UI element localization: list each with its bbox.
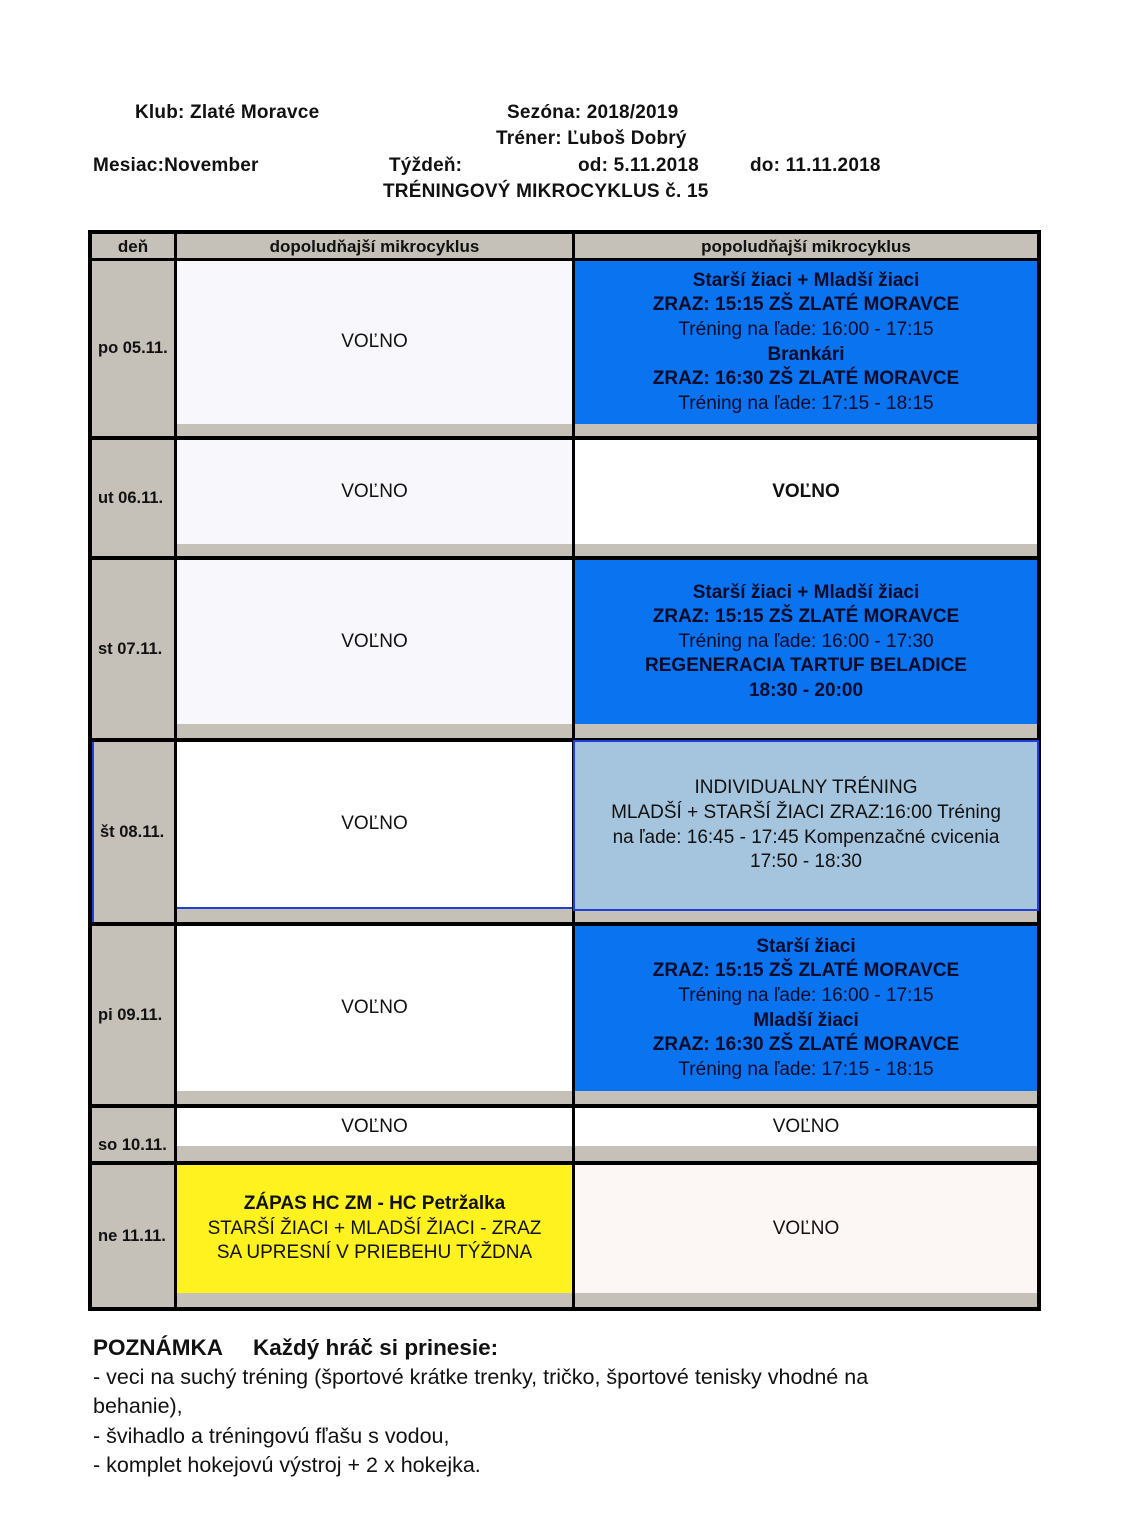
cell-line: Starší žiaci + Mladší žiaci (692, 269, 920, 291)
cell-line: Tréning na ľade: 17:15 - 18:15 (678, 392, 934, 414)
day-label: št 08.11. (92, 742, 174, 922)
morning-cell (177, 440, 572, 544)
row-spacer (177, 724, 572, 738)
afternoon-cell (573, 740, 1039, 911)
cell-line: Starší žiaci (756, 935, 856, 957)
cell-line: Mladší žiaci (753, 1009, 859, 1031)
cell-line: 18:30 - 20:00 (748, 679, 864, 701)
morning-cell (177, 1108, 572, 1146)
cell-line: MLADŠÍ + STARŠÍ ŽIACI ZRAZ:16:00 Tréning (611, 801, 1001, 823)
cell-line: VOĽNO (341, 813, 408, 835)
cell-line: VOĽNO (772, 1217, 840, 1239)
note-line: - švihadlo a tréningovú fľašu s vodou, (93, 1423, 450, 1448)
day-label: ut 06.11. (92, 440, 174, 556)
date-to: do: 11.11.2018 (750, 155, 881, 176)
afternoon-cell (575, 926, 1037, 1091)
row-spacer (575, 1146, 1037, 1161)
column-header-day: deň (92, 234, 174, 258)
afternoon-cell (575, 440, 1037, 544)
afternoon-cell (575, 261, 1037, 424)
note-line: - komplet hokejovú výstroj + 2 x hokejka. (93, 1453, 481, 1477)
cell-line: VOĽNO (772, 480, 840, 502)
day-label: ne 11.11. (92, 1165, 174, 1307)
cell-line: VOĽNO (341, 630, 408, 652)
morning-cell (177, 926, 572, 1091)
day-label: so 10.11. (92, 1108, 174, 1161)
note-heading: Každý hráč si prinesie: (253, 1335, 499, 1360)
afternoon-cell (575, 560, 1037, 724)
row-spacer (177, 909, 572, 922)
cell-line: ZRAZ: 15:15 ZŠ ZLATÉ MORAVCE (652, 294, 960, 316)
afternoon-cell (575, 1165, 1037, 1293)
row-spacer (575, 424, 1037, 436)
cell-line: VOĽNO (341, 1115, 408, 1137)
row-spacer (575, 1091, 1037, 1104)
cell-line: Tréning na ľade: 16:00 - 17:30 (678, 630, 934, 652)
morning-cell (177, 261, 572, 424)
club-label: Klub: Zlaté Moravce (135, 102, 320, 123)
note-line: behanie), (93, 1394, 183, 1418)
cell-line: ZÁPAS HC ZM - HC Petržalka (243, 1193, 506, 1214)
column-header-afternoon: popoludňajší mikrocyklus (575, 234, 1037, 258)
cell-line: REGENERACIA TARTUF BELADICE (645, 655, 967, 677)
row-spacer (177, 1146, 572, 1161)
day-label: pi 09.11. (92, 926, 174, 1104)
row-spacer (177, 424, 572, 436)
morning-cell (177, 1165, 572, 1293)
cell-line: na ľade: 16:45 - 17:45 Kompenzačné cvicenia (612, 826, 1000, 848)
morning-cell (177, 742, 572, 909)
day-label: st 07.11. (92, 560, 174, 738)
cell-line: SA UPRESNÍ V PRIEBEHU TÝŽDNA (216, 1242, 533, 1264)
row-spacer (575, 724, 1037, 738)
row-spacer (177, 1091, 572, 1104)
morning-cell (177, 560, 572, 724)
cell-line: Tréning na ľade: 16:00 - 17:15 (678, 984, 934, 1006)
page-title: TRÉNINGOVÝ MIKROCYKLUS č. 15 (383, 181, 709, 202)
cell-line: VOĽNO (341, 331, 408, 353)
row-spacer (177, 544, 572, 556)
cell-line: STARŠÍ ŽIACI + MLADŠÍ ŽIACI - ZRAZ (207, 1217, 542, 1239)
cell-line: INDIVIDUALNY TRÉNING (694, 777, 918, 799)
cell-line: ZRAZ: 16:30 ZŠ ZLATÉ MORAVCE (652, 368, 960, 390)
week-label: Týždeň: (389, 155, 463, 176)
cell-line: ZRAZ: 15:15 ZŠ ZLATÉ MORAVCE (652, 606, 960, 628)
row-spacer (575, 1293, 1037, 1307)
cell-line: VOĽNO (772, 1115, 840, 1137)
coach-label: Tréner: Ľuboš Dobrý (496, 128, 687, 149)
afternoon-cell (575, 1108, 1037, 1146)
season-label: Sezóna: 2018/2019 (507, 102, 679, 123)
day-label: po 05.11. (92, 261, 174, 436)
note-label: POZNÁMKA (93, 1335, 223, 1360)
cell-line: VOĽNO (341, 997, 408, 1019)
column-header-morning: dopoludňajší mikrocyklus (177, 234, 572, 258)
cell-line: 17:50 - 18:30 (750, 851, 862, 873)
cell-line: VOĽNO (341, 480, 408, 502)
date-from: od: 5.11.2018 (578, 155, 699, 176)
row-spacer (575, 911, 1037, 922)
cell-line: ZRAZ: 15:15 ZŠ ZLATÉ MORAVCE (652, 960, 960, 982)
cell-line: Tréning na ľade: 17:15 - 18:15 (678, 1058, 934, 1080)
cell-line: Starší žiaci + Mladší žiaci (692, 581, 920, 603)
row-spacer (177, 1293, 572, 1307)
cell-line: ZRAZ: 16:30 ZŠ ZLATÉ MORAVCE (652, 1034, 960, 1056)
note-line: - veci na suchý tréning (športové krátke trenky, tričko, športové tenisky vhodné na (93, 1364, 869, 1389)
note-section (93, 1333, 1093, 1481)
schedule-table (88, 230, 1041, 1311)
row-spacer (575, 544, 1037, 556)
cell-line: Brankári (767, 343, 845, 365)
month-label: Mesiac:November (93, 155, 259, 176)
cell-line: Tréning na ľade: 16:00 - 17:15 (678, 318, 934, 340)
